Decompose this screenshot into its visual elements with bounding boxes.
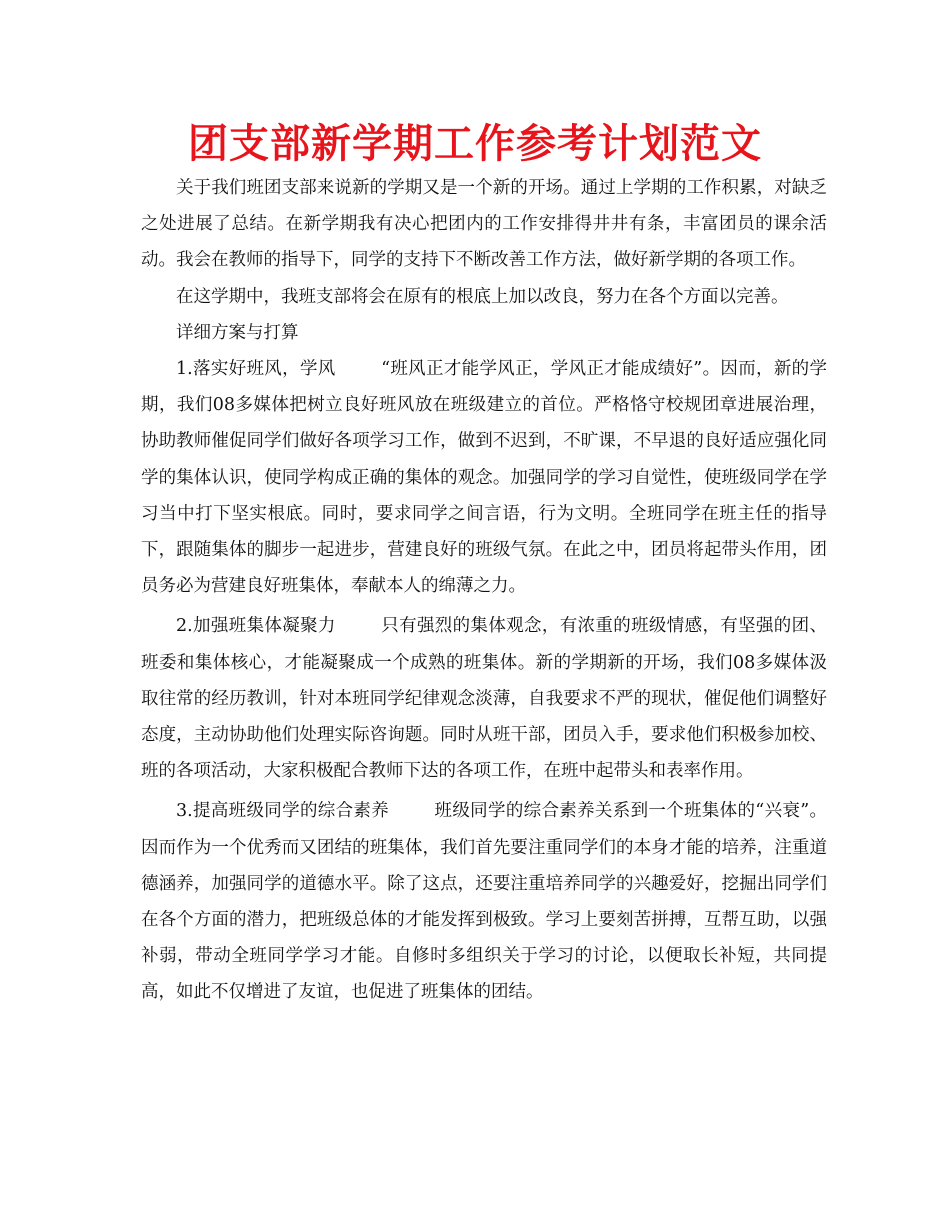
- document-title: 团支部新学期工作参考计划范文: [188, 121, 762, 167]
- section-heading: 详细方案与打算: [176, 322, 299, 343]
- plan-item-2-text: 只有强烈的集体观念，有浓重的班级情感，有坚强的团、班委和集体核心，才能凝聚成一个成熟的班集体。新的学期新的开场，我们08多媒体汲取往常的经历教训，针对本班同学纪律观念淡薄，自我要求不严的现状，催促他们调整好态度，主动协助他们处理实际咨询题。同时从班干部，团员入手，要求他们积极参加校、班的各项活动，大家积极配合教师下达的各项工作，在班中起带头和表率作用。: [141, 616, 827, 782]
- plan-item-3: [141, 793, 827, 1010]
- document-body: [141, 170, 827, 1011]
- plan-item-1-heading: 1.落实好班风，学风: [176, 359, 336, 380]
- intro-paragraph: 关于我们班团支部来说新的学期又是一个新的开场。通过上学期的工作积累，对缺乏之处进展了总结。在新学期我有决心把团内的工作安排得井井有条，丰富团员的课余活动。我会在教师的指导下，同学的支持下不断改善工作方法，做好新学期的各项工作。: [141, 178, 827, 271]
- plan-item-3-text: 班级同学的综合素养关系到一个班集体的“兴衰”。因而作为一个优秀而又团结的班集体，我们首先要注重同学们的本身才能的培养，注重道德涵养，加强同学的道德水平。除了这点，还要注重培养同学的兴趣爱好，挖掘出同学们在各个方面的潜力，把班级总体的才能发挥到极致。学习上要刻苦拼搏，互帮互助，以强补弱，带动全班同学学习才能。自修时多组织关于学习的讨论，以便取长补短，共同提高，如此不仅增进了友谊，也促进了班集体的团结。: [141, 801, 827, 1003]
- plan-item-1: [141, 351, 827, 604]
- summary-paragraph: 在这学期中，我班支部将会在原有的根底上加以改良，努力在各个方面以完善。: [176, 286, 789, 307]
- plan-item-2-heading: 2.加强班集体凝聚力: [176, 616, 336, 637]
- plan-item-2: [141, 608, 827, 789]
- plan-item-1-text: “班风正才能学风正，学风正才能成绩好”。因而，新的学期，我们08多媒体把树立良好班风放在班级建立的首位。严格恪守校规团章进展治理，协助教师催促同学们做好各项学习工作，做到不迟到，不旷课，不早退的良好适应强化同学的集体认识，使同学构成正确的集体的观念。加强同学的学习自觉性，使班级同学在学习当中打下坚实根底。同时，要求同学之间言语，行为文明。全班同学在班主任的指导下，跟随集体的脚步一起进步，营建良好的班级气氛。在此之中，团员将起带头作用，团员务必为营建良好班集体，奉献本人的绵薄之力。: [141, 359, 827, 597]
- plan-item-3-heading: 3.提高班级同学的综合素养: [176, 801, 390, 822]
